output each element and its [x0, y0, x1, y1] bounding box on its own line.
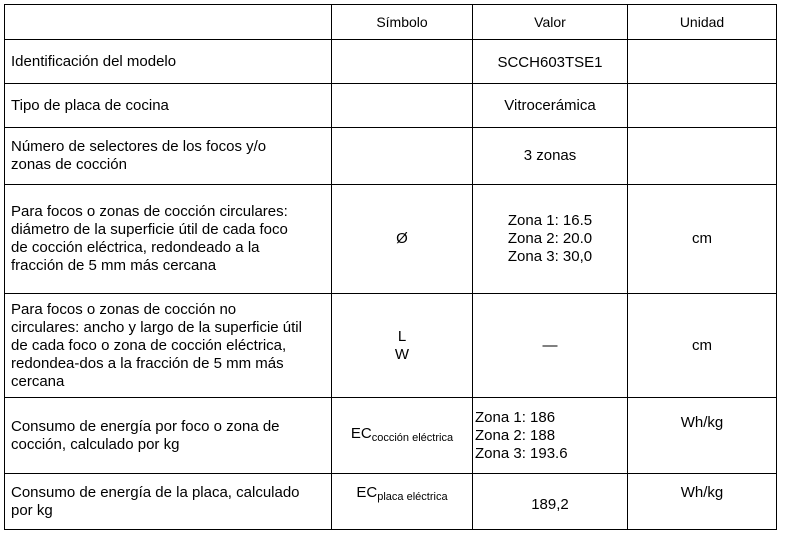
- row-value: —: [473, 294, 628, 398]
- row-symbol: $EC_{cocción eléctrica}$: [332, 398, 473, 474]
- row-symbol: [332, 128, 473, 185]
- row-unit: cm: [628, 185, 777, 294]
- row-label: Tipo de placa de cocina: [5, 84, 332, 128]
- header-symbol: Símbolo: [332, 5, 473, 40]
- row-value: SCCH603TSE1: [473, 40, 628, 84]
- row-symbol: L W: [332, 294, 473, 398]
- row-value: Vitrocerámica: [473, 84, 628, 128]
- row-label: Consumo de energía de la placa, calculado por kg: [5, 474, 332, 530]
- row-value: Zona 1: 186 Zona 2: 188 Zona 3: 193.6: [473, 398, 628, 474]
- row-symbol: [332, 40, 473, 84]
- row-label: Para focos o zonas de cocción circulares: diámetro de la superficie útil de cada foco de cocción eléctrica, redondeado a la fracción de 5 mm más cercana: [5, 185, 332, 294]
- row-value: 3 zonas: [473, 128, 628, 185]
- row-unit: Wh/kg: [628, 474, 777, 530]
- row-label: Para focos o zonas de cocción no circulares: ancho y largo de la superficie útil de cada foco o zona de cocción eléctrica, redondea-dos a la fracción de 5 mm más cercana: [5, 294, 332, 398]
- table-row: [5, 474, 777, 530]
- row-unit: [628, 40, 777, 84]
- table-row: [5, 128, 777, 185]
- table-row: [5, 185, 777, 294]
- specification-table: [4, 4, 777, 530]
- row-unit: cm: [628, 294, 777, 398]
- table-row: [5, 84, 777, 128]
- row-symbol: $EC_{placa eléctrica}$: [332, 474, 473, 530]
- header-value: Valor: [473, 5, 628, 40]
- header-unit: Unidad: [628, 5, 777, 40]
- row-symbol: [332, 84, 473, 128]
- row-label: Consumo de energía por foco o zona de cocción, calculado por kg: [5, 398, 332, 474]
- row-unit: [628, 128, 777, 185]
- row-unit: [628, 84, 777, 128]
- diameter-symbol: Ø: [332, 185, 473, 294]
- row-value: 189,2: [473, 474, 628, 530]
- row-unit: Wh/kg: [628, 398, 777, 474]
- row-label: Identificación del modelo: [5, 40, 332, 84]
- row-label: Número de selectores de los focos y/o zonas de cocción: [5, 128, 332, 185]
- table-row: [5, 294, 777, 398]
- row-value: Zona 1: 16.5 Zona 2: 20.0 Zona 3: 30,0: [473, 185, 628, 294]
- table-row: [5, 398, 777, 474]
- header-row: [5, 5, 777, 40]
- header-parameter: [5, 5, 332, 40]
- table-row: [5, 40, 777, 84]
